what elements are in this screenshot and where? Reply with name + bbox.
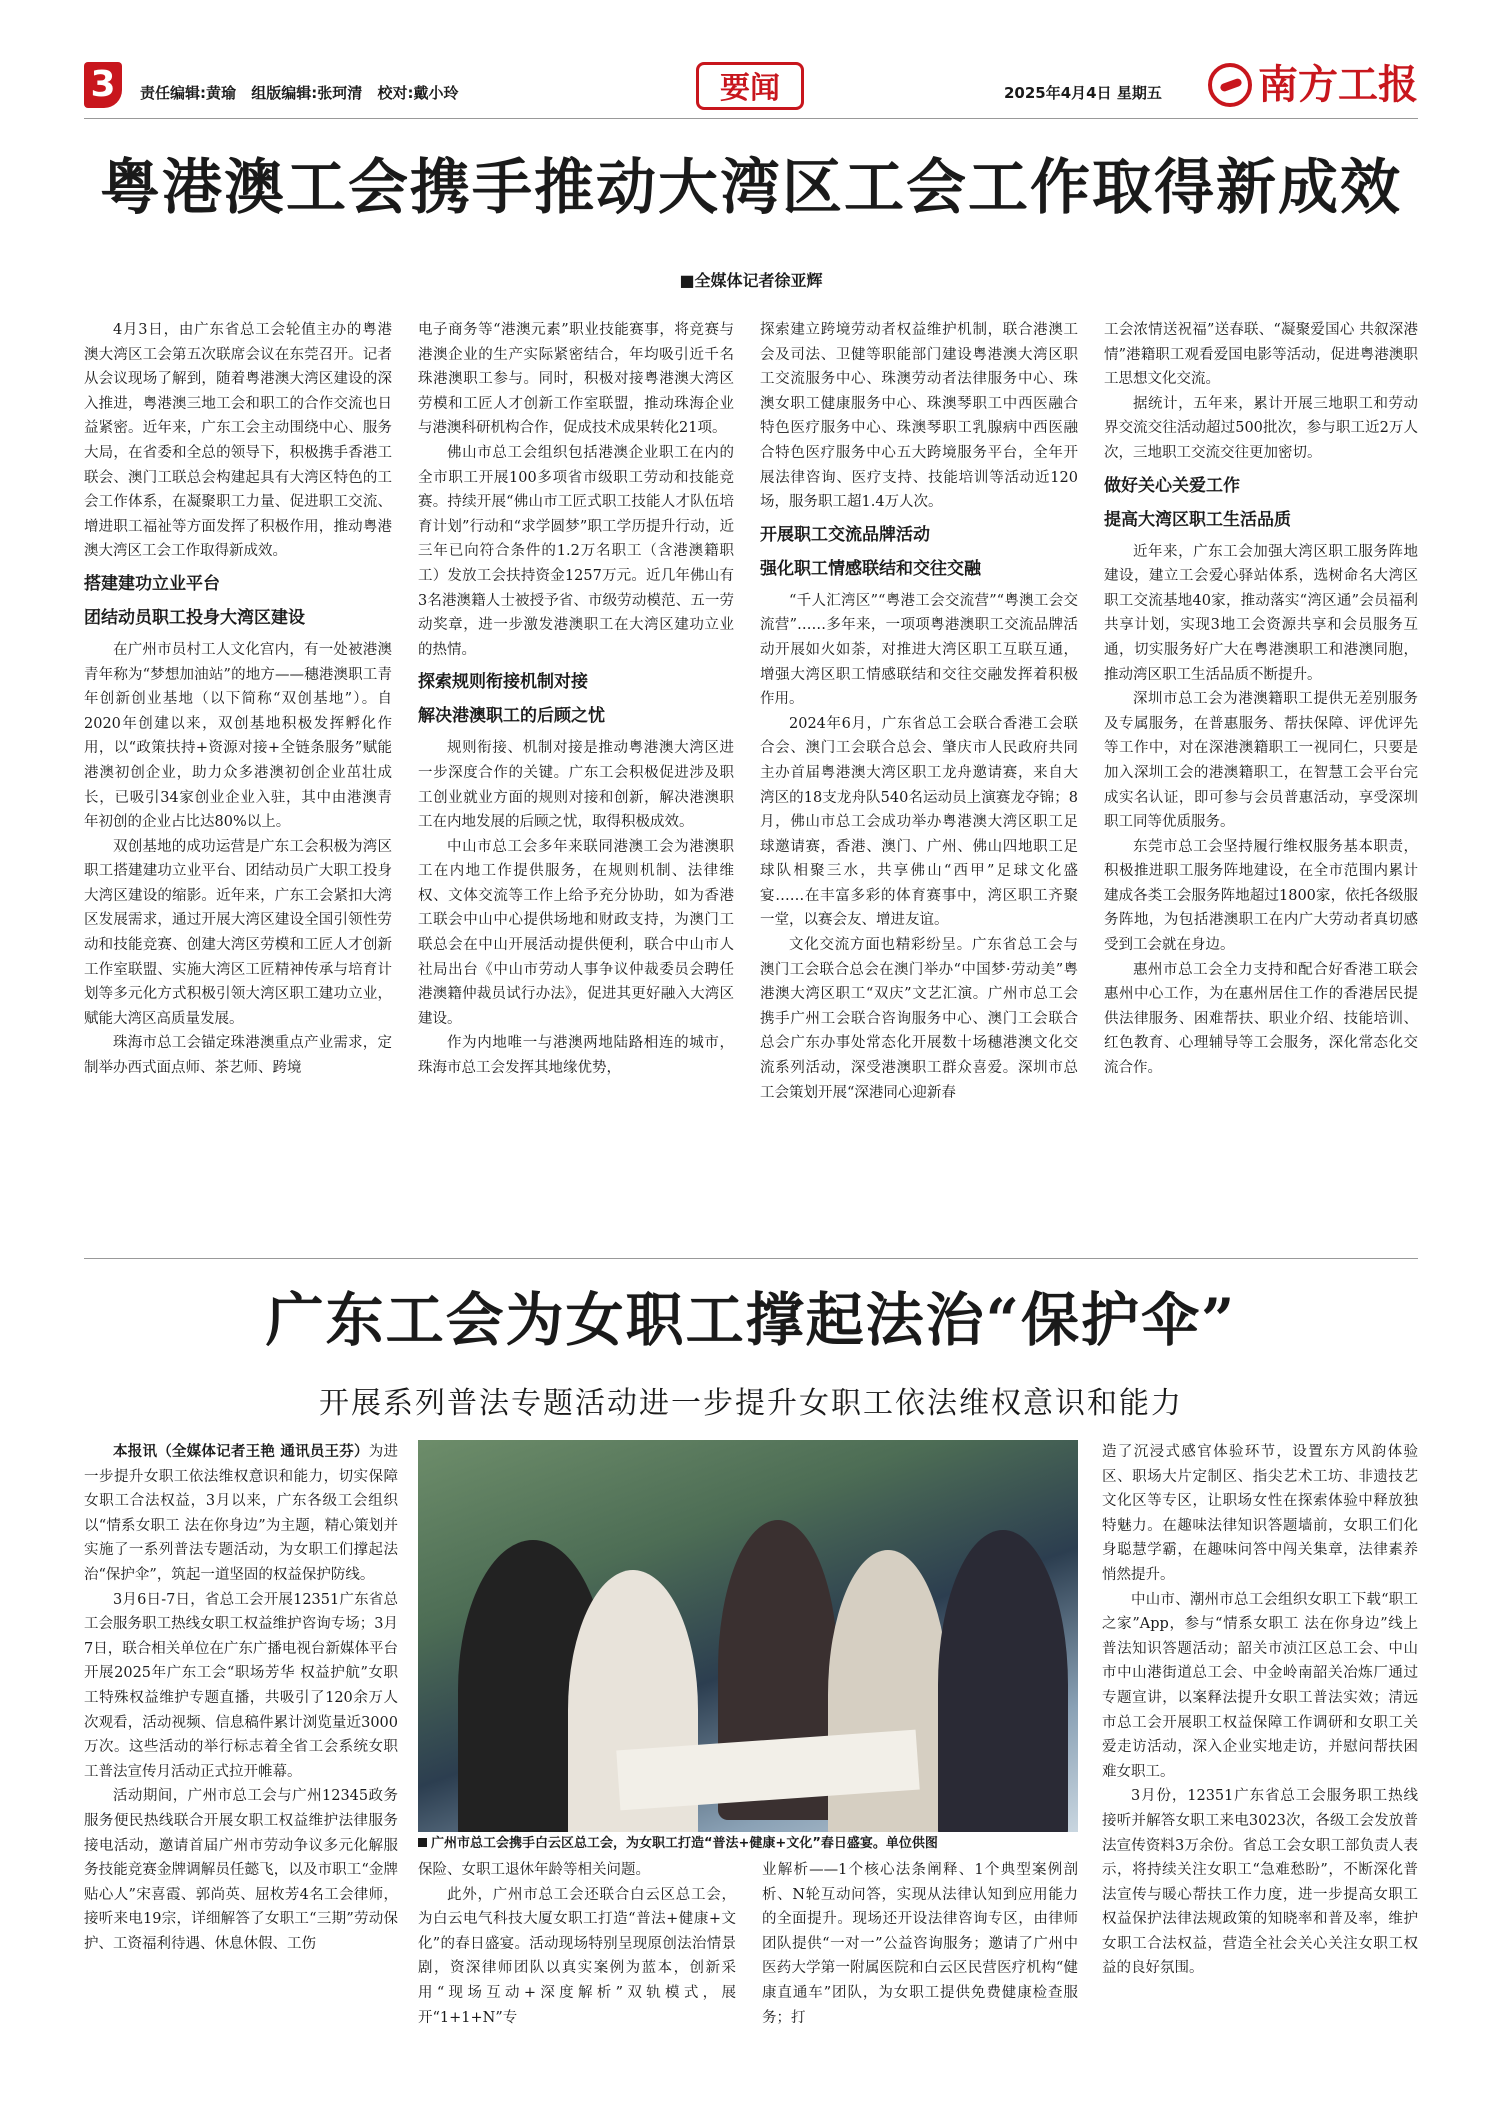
paragraph: 深圳市总工会为港澳籍职工提供无差别服务及专属服务，在普惠服务、帮扶保障、评优评先等工作中，对在深港澳籍职工一视同仁，只要是加入深圳工会的港澳籍职工，在智慧工会平台完成实名认证，即可参与会员普惠活动，享受深圳职工同等优质服务。 — [1104, 691, 1418, 831]
editor-credits — [140, 82, 468, 103]
photo-figure — [938, 1530, 1068, 1832]
paragraph: 在广州市员村工人文化宫内，有一处被港澳青年称为“梦想加油站”的地方——穗港澳职工青年创新创业基地（以下简称“双创基地”）。自2020年创建以来，双创基地积极发挥孵化作用，以“政策扶持+资源对接+全链条服务”赋能港澳初创企业，助力众多港澳初创企业茁壮成长，已吸引34家创业企业入驻，其中由港澳青年初创的企业占比达80%以上。 — [84, 641, 392, 831]
subheading: 团结动员职工投身大湾区建设 — [84, 607, 305, 628]
paragraph: 业解析——1个核心法条阐释、1个典型案例剖析、N轮互动问答，实现从法律认知到应用能力的全面提升。现场还开设法律咨询专区，由律师团队提供“一对一”公益咨询服务；邀请了广州中医药大学第一附属医院和白云区民营医疗机构“健康直通车”团队，为女职工提供免费健康检查服务；打 — [762, 1862, 1078, 2026]
paragraph: 4月3日，由广东省总工会轮值主办的粤港澳大湾区工会第五次联席会议在东莞召开。记者从会议现场了解到，随着粤港澳大湾区建设的深入推进，粤港澳三地工会和职工的合作交流也日益紧密。近年来，广东工会主动围绕中心、服务大局，在省委和全总的领导下，积极携手香港工联会、澳门工联总会构建起具有大湾区特色的工会工作体系，在凝聚职工力量、促进职工交流、增进职工福祉等方面发挥了积极作用，推动粤港澳大湾区工会工作取得新成效。 — [84, 322, 392, 560]
logo-icon — [1208, 63, 1252, 107]
paragraph: 文化交流方面也精彩纷呈。广东省总工会与澳门工会联合总会在澳门举办“中国梦·劳动美”粤港澳大湾区职工“双庆”文艺汇演。广州市总工会携手广州工会联合咨询服务中心、澳门工会联合总会广东办事处常态化开展数十场穗港澳文化交流系列活动，深受港澳职工群众喜爱。深圳市总工会策划开展“深港同心迎新春 — [760, 937, 1078, 1101]
paragraph: 此外，广州市总工会还联合白云区总工会，为白云电气科技大厦女职工打造“普法+健康+文化”的春日盛宴。活动现场特别呈现原创法治情景剧，资深律师团队以真实案例为蓝本，创新采用“现场互动+深度解析”双轨模式，展开“1+1+N”专 — [418, 1886, 736, 2026]
article1-column-2 — [418, 318, 734, 1081]
logo-text: 南方工报 — [1258, 61, 1418, 108]
paragraph: 近年来，广东工会加强大湾区职工服务阵地建设，建立工会爱心驿站体系，选树命名大湾区职工交流基地40家，推动落实“湾区通”会员福利共享计划，实现3地工会资源共享和会员服务互通，切实服务好广大在粤港澳职工和港澳同胞，推动湾区职工生活品质不断提升。 — [1104, 543, 1418, 683]
paragraph: 中山市总工会多年来联同港澳工会为港澳职工在内地工作提供服务，在规则机制、法律维权、文体交流等工作上给予充分协助，如为香港工联会中山中心提供场地和财政支持，为澳门工联总会在中山开展活动提供便利，联合中山市人社局出台《中山市劳动人事争议仲裁委员会聘任港澳籍仲裁员试行办法》，促进其更好融入大湾区建设。 — [418, 838, 734, 1027]
paragraph: 佛山市总工会组织包括港澳企业职工在内的全市职工开展100多项省市级职工劳动和技能竞赛。持续开展“佛山市工匠式职工技能人才队伍培育计划”行动和“求学圆梦”职工学历提升行动，近三年已向符合条件的1.2万名职工（含港澳籍职工）发放工会扶持资金1257万元。近几年佛山有3名港澳籍人士被授予省、市级劳动模范、五一劳动奖章，进一步激发港澳职工在大湾区建功立业的热情。 — [418, 444, 734, 658]
paragraph: 造了沉浸式感官体验环节，设置东方风韵体验区、职场大片定制区、指尖艺术工坊、非遗技艺文化区等专区，让职场女性在探索体验中释放独特魅力。在趣味法律知识答题墙前，女职工们化身聪慧学霸，在趣味问答中闯关集章，法律素养悄然提升。 — [1102, 1444, 1418, 1583]
caption-marker-icon — [418, 1838, 427, 1847]
paragraph: 双创基地的成功运营是广东工会积极为湾区职工搭建建功立业平台、团结动员广大职工投身大湾区建设的缩影。近年来，广东工会紧扣大湾区发展需求，通过开展大湾区建设全国引领性劳动和技能竞赛、创建大湾区劳模和工匠人才创新工作室联盟、实施大湾区工匠精神传承与培育计划等多元化方式积极引领大湾区职工建功立业，赋能大湾区高质量发展。 — [84, 838, 392, 1027]
article2-title: 广东工会为女职工撑起法治“保护伞” — [265, 1286, 1237, 1354]
article2-column-2 — [418, 1858, 736, 2030]
article1-byline: ■全媒体记者徐亚辉 — [679, 271, 823, 290]
page-header — [84, 58, 1418, 112]
subheading: 开展职工交流品牌活动 — [760, 524, 930, 545]
editor-credit: 组版编辑:张珂清 — [251, 84, 363, 102]
page-number: 3 — [84, 62, 122, 108]
lead-paragraph: 本报讯（全媒体记者王艳 通讯员王芬）为进一步提升女职工依法维权意识和能力，切实保障女职工合法权益，3月以来，广东各级工会组织以“情系女职工 法在你身边”为主题，精心策划并实施了一系列普法专题活动，为女职工们撑起法治“保护伞”，筑起一道坚固的权益保护防线。 — [84, 1444, 398, 1583]
article2-column-4 — [1102, 1440, 1418, 1981]
paragraph: 作为内地唯一与港澳两地陆路相连的城市，珠海市总工会发挥其地缘优势， — [418, 1035, 734, 1077]
paragraph: 珠海市总工会锚定珠港澳重点产业需求，定制举办西式面点师、茶艺师、跨境 — [84, 1035, 392, 1077]
subheading: 解决港澳职工的后顾之忧 — [418, 706, 605, 727]
subheading: 强化职工情感联结和交往交融 — [760, 558, 981, 579]
paragraph: 据统计，五年来，累计开展三地职工和劳动界交流交往活动超过500批次，参与职工近2万人次，三地职工交流交往更加密切。 — [1104, 395, 1418, 461]
article2-subtitle: 开展系列普法专题活动进一步提升女职工依法维权意识和能力 — [319, 1386, 1183, 1421]
editor-credit: 责任编辑:黄瑜 — [140, 84, 236, 102]
paragraph: 中山市、潮州市总工会组织女职工下载“职工之家”App，参与“情系女职工 法在你身边”线上普法知识答题活动；韶关市浈江区总工会、中山市中山港街道总工会、中金岭南韶关冶炼厂通过专题宣讲，以案释法提升女职工普法实效；清远市总工会开展职工权益保障工作调研和女职工关爱走访活动，深入企业实地走访，并慰问帮扶困难女职工。 — [1102, 1591, 1418, 1780]
paragraph: 3月份，12351广东省总工会服务职工热线接听并解答女职工来电3023次，各级工会发放普法宣传资料3万余份。省总工会女职工部负责人表示，将持续关注女职工“急难愁盼”，不断深化普法宣传与暖心帮扶工作力度，进一步提高女职工权益保护法律法规政策的知晓率和普及率，维护女职工合法权益，营造全社会关心关注女职工权益的良好氛围。 — [1102, 1788, 1418, 1977]
newspaper-logo — [1208, 58, 1418, 112]
article1-column-3 — [760, 318, 1078, 1105]
article-photo — [418, 1440, 1078, 1832]
article1-column-4 — [1104, 318, 1418, 1081]
paragraph: 惠州市总工会全力支持和配合好香港工联会惠州中心工作，为在惠州居住工作的香港居民提供法律服务、困难帮扶、职业介绍、技能培训、红色教育、心理辅导等工会服务，深化常态化交流合作。 — [1104, 961, 1418, 1077]
dateline: 本报讯（全媒体记者王艳 通讯员王芬） — [113, 1444, 369, 1460]
article-divider — [84, 1258, 1418, 1259]
article2-column-3 — [762, 1858, 1078, 2030]
article1-title: 粤港澳工会携手推动大湾区工会工作取得新成效 — [100, 153, 1402, 223]
paragraph: 3月6日-7日，省总工会开展12351广东省总工会服务职工热线女职工权益维护咨询专场；3月7日，联合相关单位在广东广播电视台新媒体平台开展2025年广东工会“职场芳华 权益护航”女职工特殊权益维护专题直播，共吸引了120余万人次观看，活动视频、信息稿件累计浏览量近3000万次。这些活动的举行标志着全省工会系统女职工普法宣传月活动正式拉开帷幕。 — [84, 1591, 398, 1780]
section-label: 要闻 — [696, 62, 804, 110]
article1-column-1 — [84, 318, 392, 1081]
paragraph: 活动期间，广州市总工会与广州12345政务服务便民热线联合开展女职工权益维护法律服务接电活动，邀请首届广州市劳动争议多元化解服务技能竞赛金牌调解员任懿飞，以及市职工“金牌贴心人”宋喜霞、郭尚英、屈枚芳4名工会律师，接听来电19宗，详细解答了女职工“三期”劳动保护、工资福利待遇、休息休假、工伤 — [84, 1788, 398, 1952]
paragraph: “千人汇湾区”“粤港工会交流营”“粤澳工会交流营”……多年来，一项项粤港澳职工交流品牌活动开展如火如荼，对推进大湾区职工互联互通，增强大湾区职工情感联结和交往交融发挥着积极作用。 — [760, 592, 1078, 708]
paragraph: 规则衔接、机制对接是推动粤港澳大湾区进一步深度合作的关键。广东工会积极促进涉及职工创业就业方面的规则对接和创新，解决港澳职工在内地发展的后顾之忧，取得积极成效。 — [418, 740, 734, 831]
paragraph: 2024年6月，广东省总工会联合香港工会联合会、澳门工会联合总会、肇庆市人民政府共同主办首届粤港澳大湾区职工龙舟邀请赛，来自大湾区的18支龙舟队540名运动员上演赛龙夺锦；8月，佛山市总工会成功举办粤港澳大湾区职工足球邀请赛，香港、澳门、广州、佛山四地职工足球队相聚三水，共享佛山“西甲”足球文化盛宴……在丰富多彩的体育赛事中，湾区职工齐聚一堂，以赛会友、增进友谊。 — [760, 715, 1078, 929]
paragraph: 电子商务等“港澳元素”职业技能赛事，将竞赛与港澳企业的生产实际紧密结合，年均吸引近千名珠港澳职工参与。同时，积极对接粤港澳大湾区劳模和工匠人才创新工作室联盟，推动珠海企业与港澳科研机构合作，促成技术成果转化21项。 — [418, 322, 734, 437]
editor-credit: 校对:戴小玲 — [377, 84, 459, 102]
paragraph: 保险、女职工退休年龄等相关问题。 — [418, 1862, 650, 1878]
paragraph: 工会浓情送祝福”送春联、“凝聚爱国心 共叙深港情”港籍职工观看爱国电影等活动，促进粤港澳职工思想文化交流。 — [1104, 322, 1418, 388]
paragraph: 东莞市总工会坚持履行维权服务基本职责，积极推进职工服务阵地建设，在全市范围内累计建成各类工会服务阵地超过1800家，依托各级服务阵地，为包括港澳职工在内广大劳动者真切感受到工会就在身边。 — [1104, 838, 1418, 954]
subheading: 搭建建功立业平台 — [84, 573, 220, 594]
subheading: 做好关心关爱工作 — [1104, 475, 1240, 496]
header-divider — [84, 118, 1418, 119]
article2-column-1 — [84, 1440, 398, 1956]
subheading: 提高大湾区职工生活品质 — [1104, 509, 1291, 530]
photo-caption — [418, 1834, 1078, 1854]
paragraph: 探索建立跨境劳动者权益维护机制，联合港澳工会及司法、卫健等职能部门建设粤港澳大湾区职工交流服务中心、珠澳劳动者法律服务中心、珠澳女职工健康服务中心、珠澳琴职工中西医融合特色医疗服务中心、珠澳琴职工乳腺病中西医融合特色医疗服务中心五大跨境服务平台，全年开展法律咨询、医疗支持、技能培训等活动近120场，服务职工超1.4万人次。 — [760, 322, 1078, 511]
issue-date: 2025年4月4日 星期五 — [1004, 84, 1162, 102]
subheading: 探索规则衔接机制对接 — [418, 672, 588, 693]
caption-text: 广州市总工会携手白云区总工会，为女职工打造“普法+健康+文化”春日盛宴。单位供图 — [431, 1836, 938, 1851]
